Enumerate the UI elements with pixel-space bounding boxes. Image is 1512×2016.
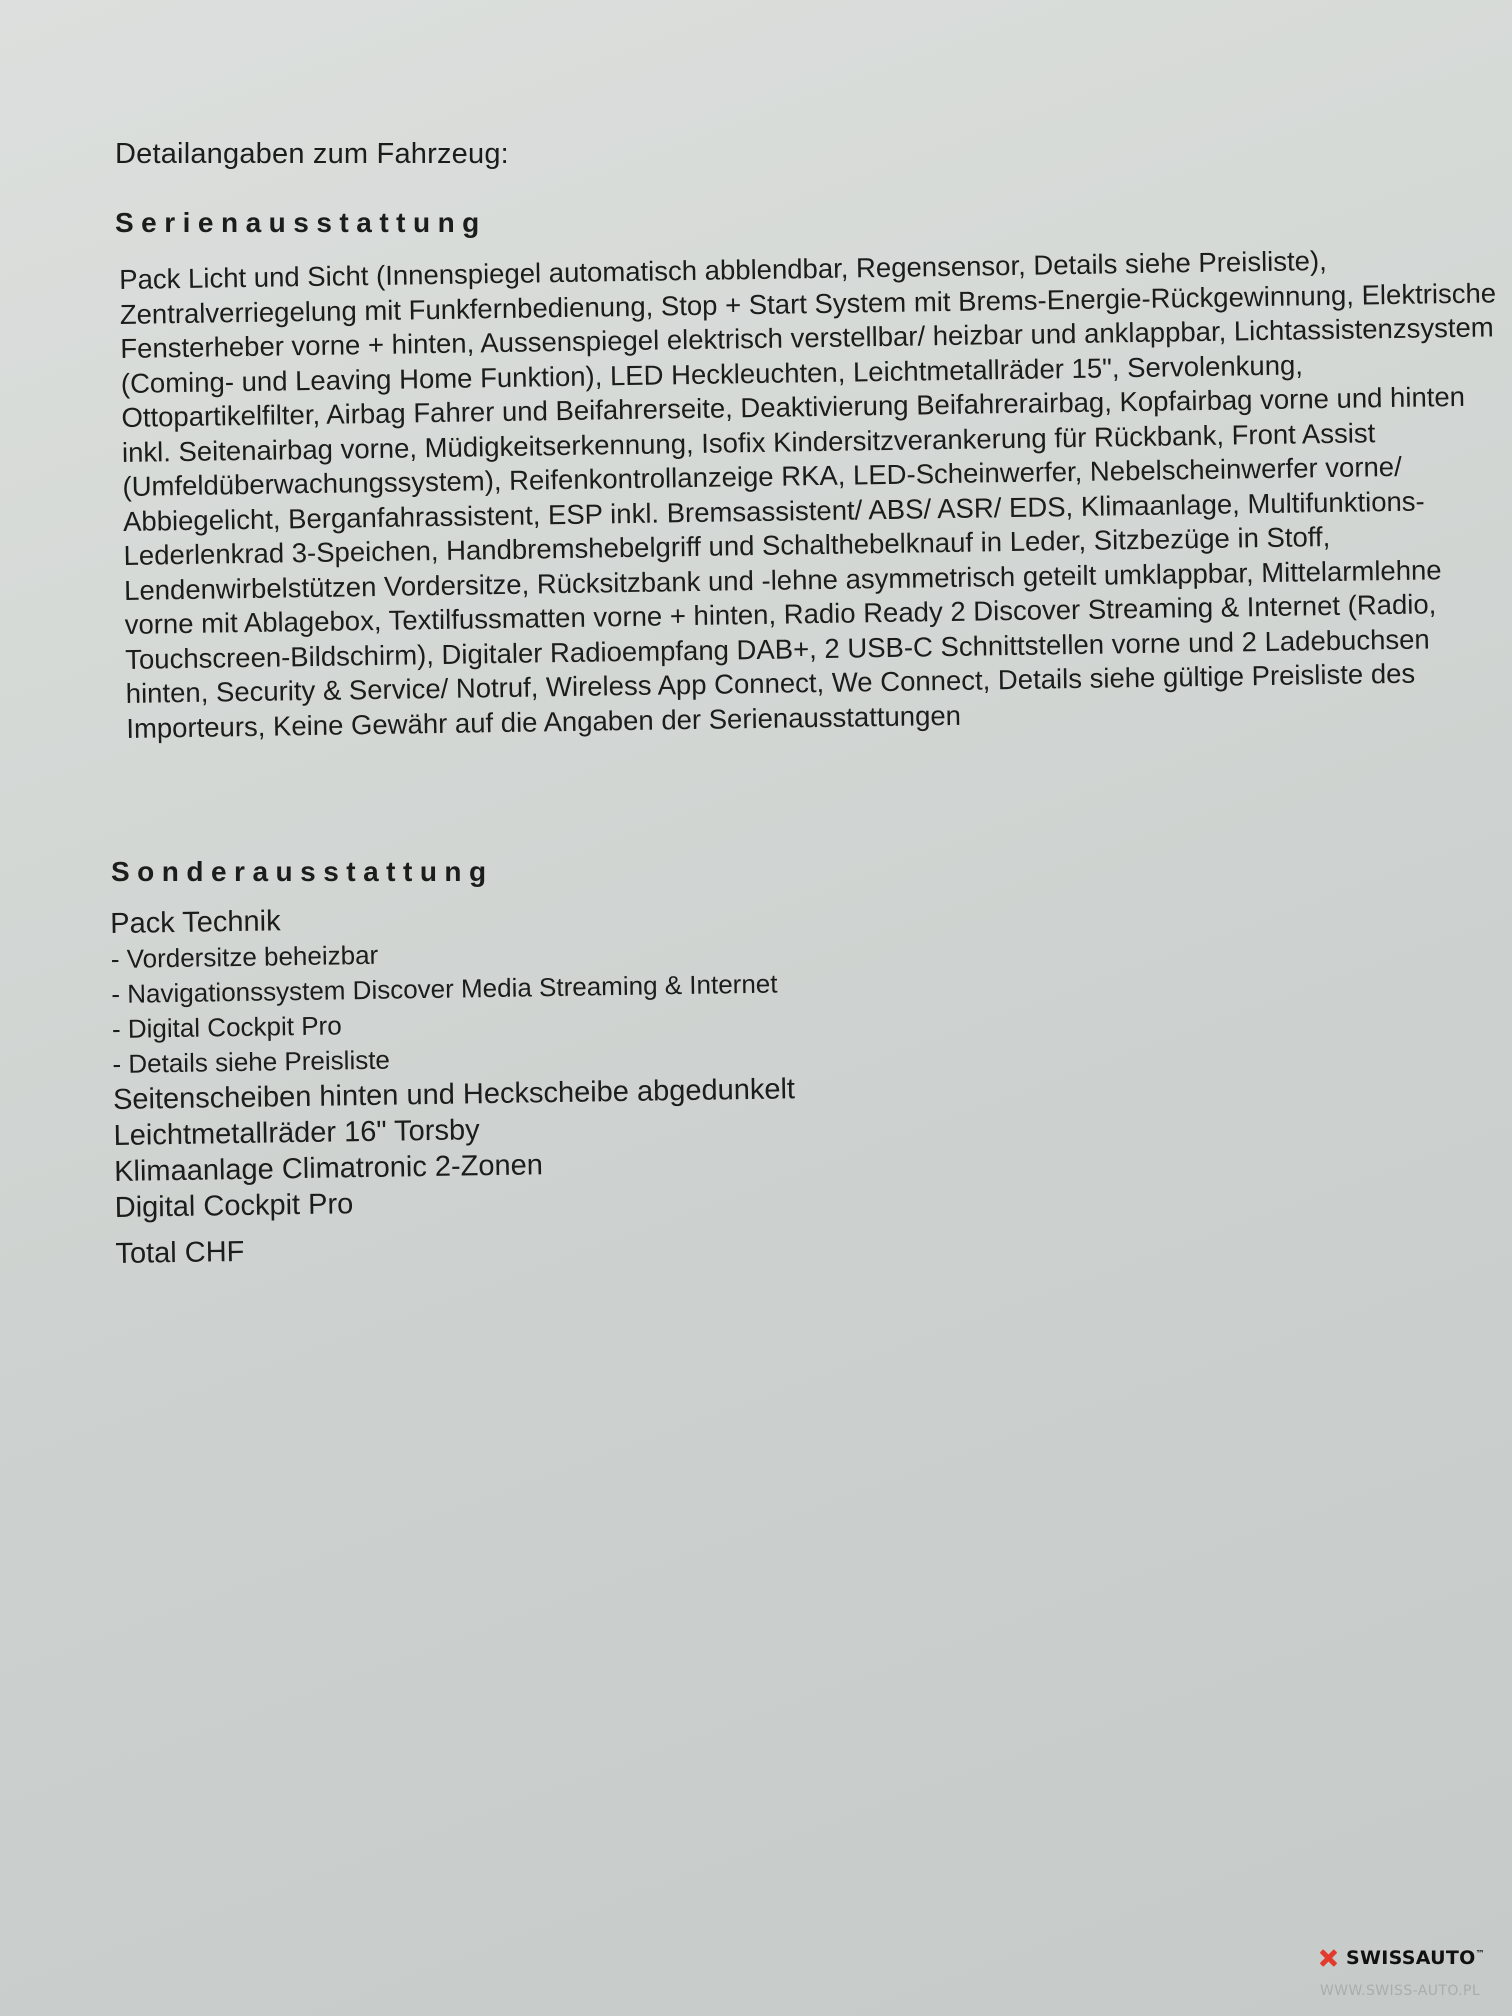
cross-icon [1318,1948,1338,1968]
option-item: Digital Cockpit Pro [114,1188,354,1224]
sonderausstattung-list [110,892,1016,1272]
serienausstattung-title: Serienausstattung [115,207,487,238]
document-heading: Detailangaben zum Fahrzeug: [115,138,509,170]
pack-item: - Navigationssystem Discover Media Streaming & Internet [111,968,778,1009]
option-item: Seitenscheiben hinten und Heckscheibe abgedunkelt [112,1073,796,1116]
pack-item: - Details siehe Preisliste [112,1044,391,1079]
pack-item: - Vordersitze beheizbar [110,939,379,974]
logo-text: SWISSAUTO™ [1346,1947,1485,1969]
swissauto-logo [1318,1947,1485,1969]
watermark-url: WWW.SWISS-AUTO.PL [1320,1983,1481,1999]
serienausstattung-text: Pack Licht und Sicht (Innenspiegel automatisch abblendbar, Regensensor, Details siehe Preisliste), Zentralverriegelung mit Funkfernbedienung, Stop + Start System mit Brems-Energie-Rückgewinnung, Elektrische Fensterheber vorne + hinten, Aussenspiegel elektrisch verstellbar/ heizbar und anklappbar, Lichtassistenzsystem (Coming- und Leaving Home Funktion), LED Heckleuchten, Leichtmetallräder 15", Servolenkung, Ottopartikelfilter, Airbag Fahrer und Beifahrerseite, Deaktivierung Beifahrerairbag, Kopfairbag vorne und hinten inkl. Seitenairbag vorne, Müdigkeitserkennung, Isofix Kindersitzverankerung für Rückbank, Front Assist (Umfeldüberwachungssystem), Reifenkontrollanzeige RKA, LED-Scheinwerfer, Nebelscheinwerfer vorne/ Abbiegelicht, Berganfahrassistent, ESP inkl. Bremsassistent/ ABS/ ASR/ EDS, Klimaanlage, Multifunktions-Lederlenkrad 3-Speichen, Handbremshebelgriff und Schalthebelknauf in Leder, Sitzbezüge in Stoff, Lendenwirbelstützen Vordersitze, Rücksitzbank und -lehne asymmetrisch geteilt umklappbar, Mittelarmlehne vorne mit Ablagebox, Textilfussmatten vorne + hinten, Radio Ready 2 Discover Streaming & Internet (Radio, Touchscreen-Bildschirm), Digitaler Radioempfang DAB+, 2 USB-C Schnittstellen vorne und 2 Ladebuchsen hinten, Security & Service/ Notruf, Wireless App Connect, We Connect, Details siehe gültige Preisliste des Importeurs, Keine Gewähr auf die Angaben der Serienausstattungen [119,245,1497,744]
total-label: Total CHF [115,1235,245,1270]
sonderausstattung-title: Sonderausstattung [111,856,494,887]
pack-technik-title: Pack Technik [110,905,281,940]
pack-item: - Digital Cockpit Pro [111,1010,342,1044]
option-item: Klimaanlage Climatronic 2-Zonen [113,1149,544,1188]
option-item: Leichtmetallräder 16" Torsby [113,1114,480,1152]
